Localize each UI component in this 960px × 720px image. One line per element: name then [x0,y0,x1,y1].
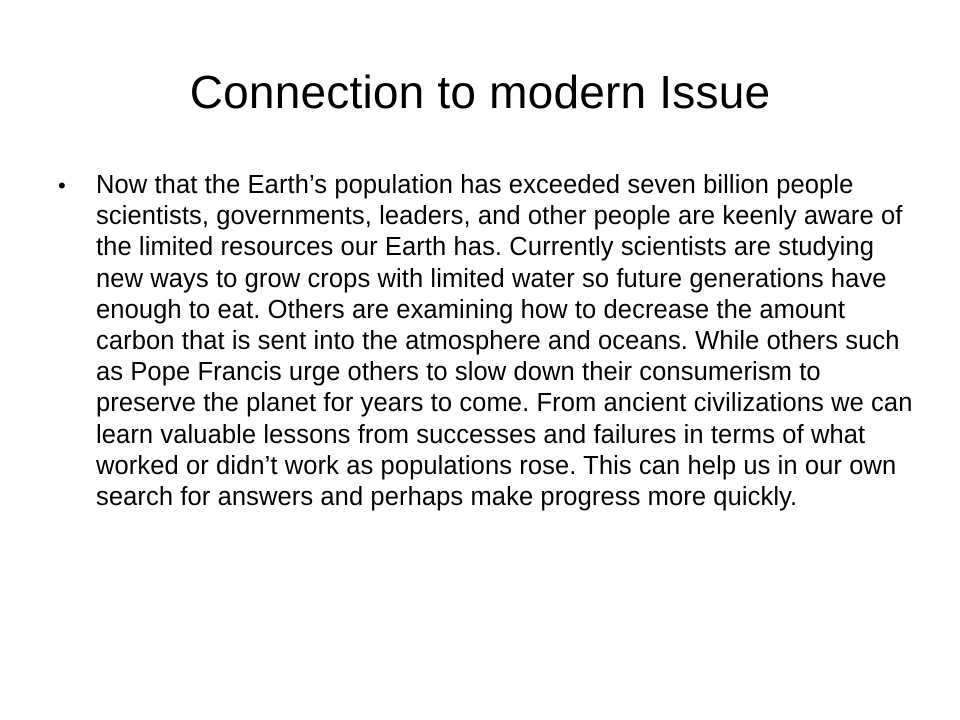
bullet-item [58,170,918,513]
bullet-list [58,170,918,513]
bullet-icon: • [58,173,66,198]
bullet-text: Now that the Earth’s population has exceeded seven billion people scientists, governments, leaders, and other people are keenly aware of the limited resources our Earth has. Currently scientists are studying new ways to grow crops with limited water so future generations have enough to eat. Others are examining how to decrease the amount carbon that is sent into the atmosphere and oceans. While others such as Pope Francis urge others to slow down their consumerism to preserve the planet for years to come. From ancient civilizations we can learn valuable lessons from successes and failures in terms of what worked or didn’t work as populations rose. This can help us in our own search for answers and perhaps make progress more quickly. [96,171,913,512]
slide-title: Connection to modern Issue [189,66,771,118]
